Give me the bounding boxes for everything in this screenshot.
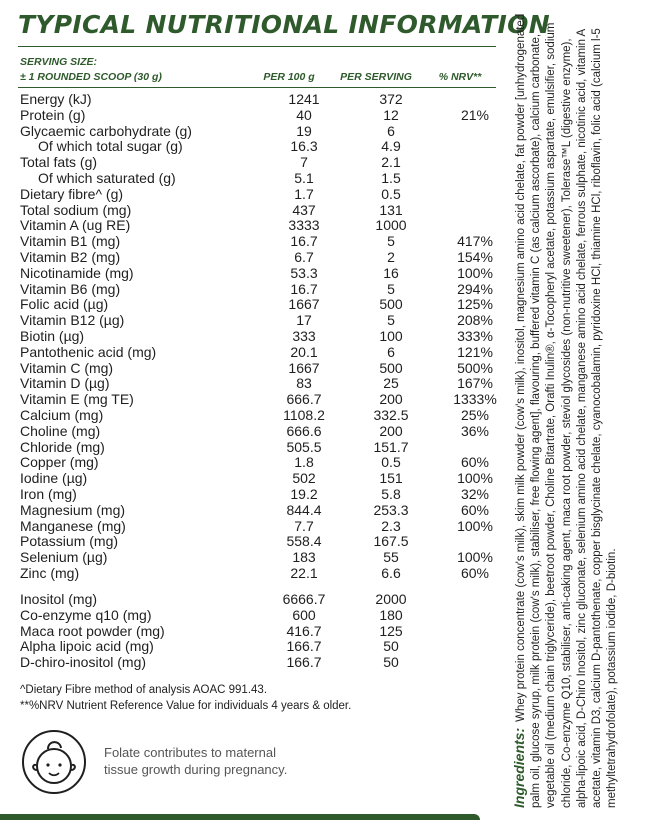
table-row (20, 187, 490, 203)
per-serving-value: 1000 (375, 217, 407, 234)
table-row (20, 375, 493, 392)
nrv-value: 100% (457, 470, 493, 487)
per-100g-value: 40 (296, 106, 312, 123)
ingredients-text: Whey protein concentrate (cow's milk), skim milk powder (cow's milk), inositol, magnesium amino acid chelate, fat powder [unhydrogenated palm oil, glucose syrup, milk protein (cow's milk), stabiliser, free flowing agent], flavouring, buffered vitamin C (as calcium ascorbate), calcium carbonate, vegetable oil (medium chain triglyceride), beetroot powder, Choline Bitartrate, Orafti Inulin®, α-Tocopheryl acetate, potassium aspartate, emulsifier, sodium chloride, Co-enzyme Q10, stabiliser, anti-caking agent, maca root powder, steviol glycosides (non-nutritive sweetener), Tolerase™L (digestive enzyme), alpha-lipoic acid, D-Chiro Inositol, zinc gluconate, selenium amino acid chelate, manganese amino acid chelate, ferrous sulphate, nicotinic acid, vitamin A acetate, vitamin D3, calcium D-pantothenate, copper bisglycinate chelate, cyanocobalamin, pyridoxine HCl, thiamine HCl, riboflavin, folic acid (calcium l-5 methyltetrahydrofolate), potassium iodide, D-biotin. (515, 13, 619, 808)
nutrient-name: Choline (mg) (20, 422, 101, 439)
table-row (20, 108, 490, 124)
nutrient-name: Vitamin A (ug RE) (20, 217, 131, 234)
nrv-value: 100% (457, 517, 493, 534)
per-serving-value: 1.5 (381, 169, 401, 186)
per-serving-value: 6 (387, 343, 395, 360)
nutrient-name: Vitamin E (mg TE) (20, 391, 134, 408)
table-row (20, 312, 493, 329)
nutrient-name: Vitamin B1 (mg) (20, 233, 121, 250)
per-serving-value: 0.5 (381, 185, 401, 202)
nrv-value: 1333% (453, 391, 497, 408)
page-title: TYPICAL NUTRITIONAL INFORMATION (18, 10, 550, 39)
header-divider (18, 87, 496, 88)
per-100g-value: 666.7 (286, 391, 322, 408)
per-100g-value: 183 (292, 549, 316, 566)
nutrient-name: Pantothenic acid (mg) (20, 343, 157, 360)
per-serving-value: 200 (379, 391, 403, 408)
per-serving-value: 180 (379, 606, 403, 623)
table-row (20, 171, 490, 187)
table-row (20, 440, 490, 456)
nutrient-name: Vitamin D (µg) (20, 375, 110, 392)
nrv-value: 100% (457, 549, 493, 566)
table-row (20, 264, 493, 282)
per-100g-value: 7.7 (294, 517, 314, 534)
per-100g-value: 3333 (288, 217, 320, 234)
nutrition-table (20, 91, 497, 582)
per-serving-value: 5 (387, 280, 395, 297)
table-row (20, 248, 493, 266)
nrv-value: 167% (457, 375, 493, 392)
table-row (20, 549, 493, 566)
ingredients-panel (512, 12, 620, 808)
per-serving-value: 25 (383, 375, 399, 392)
nutrient-name: Co-enzyme q10 (mg) (20, 606, 152, 623)
per-100g-value: 1108.2 (283, 406, 325, 423)
nrv-value: 417% (457, 233, 493, 250)
table-row (20, 424, 490, 440)
per-serving-value: 372 (379, 91, 403, 107)
per-serving-value: 5.8 (381, 485, 401, 502)
per-100g-value: 7 (300, 154, 308, 171)
per-serving-value: 50 (383, 654, 399, 671)
nrv-value: 60% (460, 501, 490, 518)
table-row (20, 408, 490, 424)
per-100g-value: 20.1 (290, 343, 318, 360)
per-100g-value: 600 (292, 606, 316, 623)
per-100g-value: 844.4 (286, 501, 322, 518)
baby-icon (20, 728, 88, 796)
per-100g-value: 416.7 (286, 622, 322, 639)
nutrient-name: Energy (kJ) (20, 91, 92, 107)
per-100g-value: 19.2 (290, 485, 318, 502)
per-100g-value: 502 (292, 470, 316, 487)
per-100g-value: 437 (292, 201, 316, 218)
table-row (20, 455, 490, 471)
nrv-value: 333% (457, 327, 493, 344)
nutrient-name: Glycaemic carbohydrate (g) (20, 122, 192, 139)
per-serving-value: 12 (383, 106, 399, 123)
per-100g-value: 558.4 (286, 533, 322, 550)
per-serving-value: 2000 (375, 591, 407, 607)
per-serving-value: 0.5 (381, 454, 401, 471)
table-row (20, 218, 490, 234)
per-100g-value: 166.7 (286, 638, 322, 655)
table-row (20, 359, 493, 377)
nrv-value: 25% (460, 406, 490, 423)
nutrient-name: Total sodium (mg) (20, 201, 132, 218)
table-row (20, 343, 493, 361)
table-row (20, 517, 493, 535)
per-100g-value: 19 (296, 122, 312, 139)
per-100g-value: 5.1 (294, 169, 314, 186)
nutrient-name: Dietary fibre^ (g) (20, 185, 124, 202)
nutrient-name: Zinc (mg) (20, 564, 80, 581)
per-100g-value: 333 (292, 327, 316, 344)
table-row (20, 470, 493, 487)
per-serving-value: 500 (379, 359, 403, 376)
per-100g-value: 17 (296, 312, 312, 329)
per-100g-value: 16.7 (290, 233, 318, 250)
per-100g-value: 53.3 (290, 264, 318, 281)
table-row (20, 327, 493, 345)
per-serving-value: 16 (383, 264, 399, 281)
per-100g-value: 1.8 (294, 454, 314, 471)
nutrient-name: Manganese (mg) (20, 517, 126, 534)
nutrient-name: Maca root powder (mg) (20, 622, 165, 639)
nutrient-name: Vitamin B12 (µg) (20, 312, 125, 329)
per-100g-value: 1667 (288, 359, 320, 376)
per-serving-value: 5 (387, 312, 395, 329)
per-serving-value: 2.1 (381, 154, 401, 171)
table-row (20, 203, 490, 219)
per-100g-value: 83 (296, 375, 312, 392)
per-100g-value: 1241 (288, 91, 320, 107)
folate-claim: Folate contributes to maternal tissue growth during pregnancy. (104, 745, 288, 777)
per-serving-value: 500 (379, 296, 403, 313)
per-serving-value: 6.6 (381, 564, 401, 581)
nrv-value: 32% (460, 485, 490, 502)
column-header-nrv: % NRV** (438, 71, 482, 83)
per-100g-value: 166.7 (286, 654, 322, 671)
per-serving-value: 253.3 (373, 501, 409, 518)
per-100g-value: 1.7 (294, 185, 314, 202)
bottom-accent-bar (0, 814, 670, 820)
table-row (20, 503, 490, 519)
fibre-footnote: ^Dietary Fibre method of analysis AOAC 991.43. (20, 684, 268, 696)
table-row (20, 139, 490, 155)
table-row (20, 92, 490, 108)
nrv-value: 208% (457, 312, 493, 329)
table-row (20, 280, 493, 298)
per-100g-value: 6.7 (294, 248, 314, 265)
per-serving-value: 4.9 (381, 138, 401, 155)
nrv-value: 500% (457, 359, 493, 376)
nrv-value: 36% (460, 422, 490, 439)
per-100g-value: 666.6 (286, 422, 322, 439)
nutrient-name: Vitamin B6 (mg) (20, 280, 121, 297)
table-row (20, 124, 490, 140)
nutrient-name: Magnesium (mg) (20, 501, 126, 518)
per-serving-value: 332.5 (373, 406, 409, 423)
nrv-value: 60% (460, 454, 490, 471)
table-row (20, 639, 490, 655)
per-serving-value: 2 (387, 248, 395, 265)
nrv-value: 121% (457, 343, 493, 360)
nutrient-name: Alpha lipoic acid (mg) (20, 638, 154, 655)
serving-size-label: SERVING SIZE: (20, 56, 98, 68)
per-serving-value: 100 (379, 327, 403, 344)
table-row (20, 655, 490, 671)
nutrient-name: Biotin (µg) (20, 327, 85, 344)
nrv-value: 154% (457, 248, 493, 265)
nutrient-name: Nicotinamide (mg) (20, 264, 134, 281)
nutrient-name: Copper (mg) (20, 454, 99, 471)
nutrient-name: Inositol (mg) (20, 591, 98, 607)
nutrient-name: Selenium (µg) (20, 549, 108, 566)
per-serving-value: 151.7 (373, 438, 409, 455)
nutrient-name: Vitamin C (mg) (20, 359, 114, 376)
per-100g-value: 6666.7 (282, 591, 326, 607)
per-serving-value: 167.5 (373, 533, 409, 550)
per-serving-value: 131 (379, 201, 403, 218)
per-serving-value: 5 (387, 233, 395, 250)
per-100g-value: 1667 (288, 296, 320, 313)
table-row (20, 624, 490, 640)
per-serving-value: 2.3 (381, 517, 401, 534)
nutrient-name: Potassium (mg) (20, 533, 119, 550)
nrv-value: 21% (460, 106, 490, 123)
nutrient-name: Iodine (µg) (20, 470, 88, 487)
nrv-footnote: **%NRV Nutrient Reference Value for individuals 4 years & older. (20, 700, 352, 712)
per-serving-value: 50 (383, 638, 399, 655)
table-row (20, 566, 490, 582)
per-100g-value: 22.1 (290, 564, 318, 581)
nrv-value: 60% (460, 564, 490, 581)
nutrient-name: Total fats (g) (20, 154, 98, 171)
nrv-value: 125% (457, 296, 493, 313)
additional-ingredients-table (20, 592, 490, 671)
per-serving-value: 151 (379, 470, 403, 487)
column-header-per-100g: PER 100 g (263, 71, 315, 83)
table-row (20, 296, 493, 313)
per-serving-value: 125 (379, 622, 403, 639)
ingredients-heading: Ingredients: (511, 727, 527, 808)
nutrient-name: Chloride (mg) (20, 438, 105, 455)
per-100g-value: 16.3 (290, 138, 318, 155)
nutrient-name: Of which total sugar (g) (38, 138, 183, 155)
per-serving-value: 6 (387, 122, 395, 139)
title-divider (18, 46, 496, 47)
per-100g-value: 16.7 (290, 280, 318, 297)
nutrient-name: Protein (g) (20, 106, 86, 123)
serving-size-value: ± 1 ROUNDED SCOOP (30 g) (20, 71, 162, 83)
nutrient-name: D-chiro-inositol (mg) (20, 654, 147, 671)
per-serving-value: 200 (379, 422, 403, 439)
column-header-per-serving: PER SERVING (340, 71, 412, 83)
nutrient-name: Of which saturated (g) (38, 169, 176, 186)
per-serving-value: 55 (383, 549, 399, 566)
nutrient-name: Iron (mg) (20, 485, 77, 502)
table-row (20, 534, 490, 550)
table-row (20, 233, 493, 250)
table-row (20, 592, 490, 608)
nutrient-name: Calcium (mg) (20, 406, 104, 423)
nutrient-name: Vitamin B2 (mg) (20, 248, 121, 265)
per-100g-value: 505.5 (286, 438, 322, 455)
table-row (20, 391, 497, 408)
nrv-value: 294% (457, 280, 493, 297)
table-row (20, 608, 490, 624)
table-row (20, 487, 490, 503)
table-row (20, 155, 490, 171)
nutrient-name: Folic acid (µg) (20, 296, 109, 313)
nrv-value: 100% (457, 264, 493, 281)
